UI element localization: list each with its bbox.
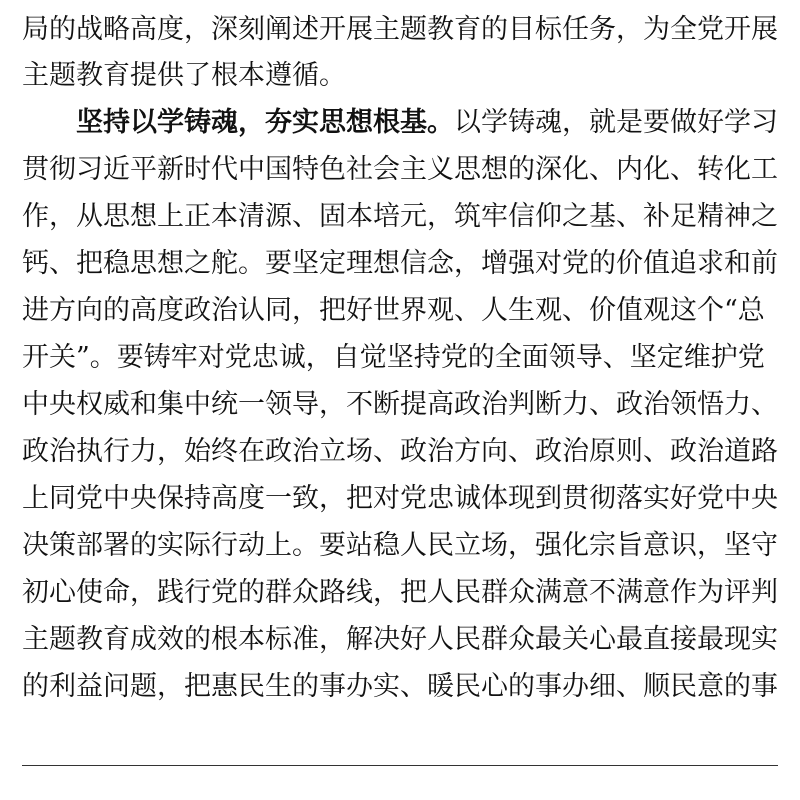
section-heading: 坚持以学铸魂，夯实思想根基。 [76, 107, 454, 138]
document-body [22, 7, 778, 710]
footer-divider [22, 765, 778, 766]
text-run: 以学铸魂，就是要做好学习 [454, 107, 778, 138]
text-line: 中央权威和集中统一领导，不断提高政治判断力、政治领悟力、 [22, 389, 778, 420]
text-line: 钙、把稳思想之舵。要坚定理想信念，增强对党的价值追求和前 [22, 248, 778, 279]
paragraph-start-line [22, 99, 778, 146]
text-line: 主题教育成效的根本标准，解决好人民群众最关心最直接最现实 [22, 624, 778, 655]
text-line: 贯彻习近平新时代中国特色社会主义思想的深化、内化、转化工 [22, 154, 778, 185]
text-line: 上同党中央保持高度一致，把对党忠诚体现到贯彻落实好党中央 [22, 483, 778, 514]
text-line: 作，从思想上正本清源、固本培元，筑牢信仰之基、补足精神之 [22, 201, 778, 232]
text-line: 初心使命，践行党的群众路线，把人民群众满意不满意作为评判 [22, 577, 778, 608]
text-line: 的利益问题，把惠民生的事办实、暖民心的事办细、顺民意的事 [22, 671, 778, 702]
text-line: 政治执行力，始终在政治立场、政治方向、政治原则、政治道路 [22, 436, 778, 467]
text-line: 决策部署的实际行动上。要站稳人民立场，强化宗旨意识，坚守 [22, 530, 778, 561]
text-line: 进方向的高度政治认同，把好世界观、人生观、价值观这个“总 [22, 295, 765, 326]
text-line: 主题教育提供了根本遵循。 [22, 60, 346, 91]
text-line: 局的战略高度，深刻阐述开展主题教育的目标任务，为全党开展 [22, 14, 778, 45]
text-line: 开关”。要铸牢对党忠诚，自觉坚持党的全面领导、坚定维护党 [22, 342, 765, 373]
